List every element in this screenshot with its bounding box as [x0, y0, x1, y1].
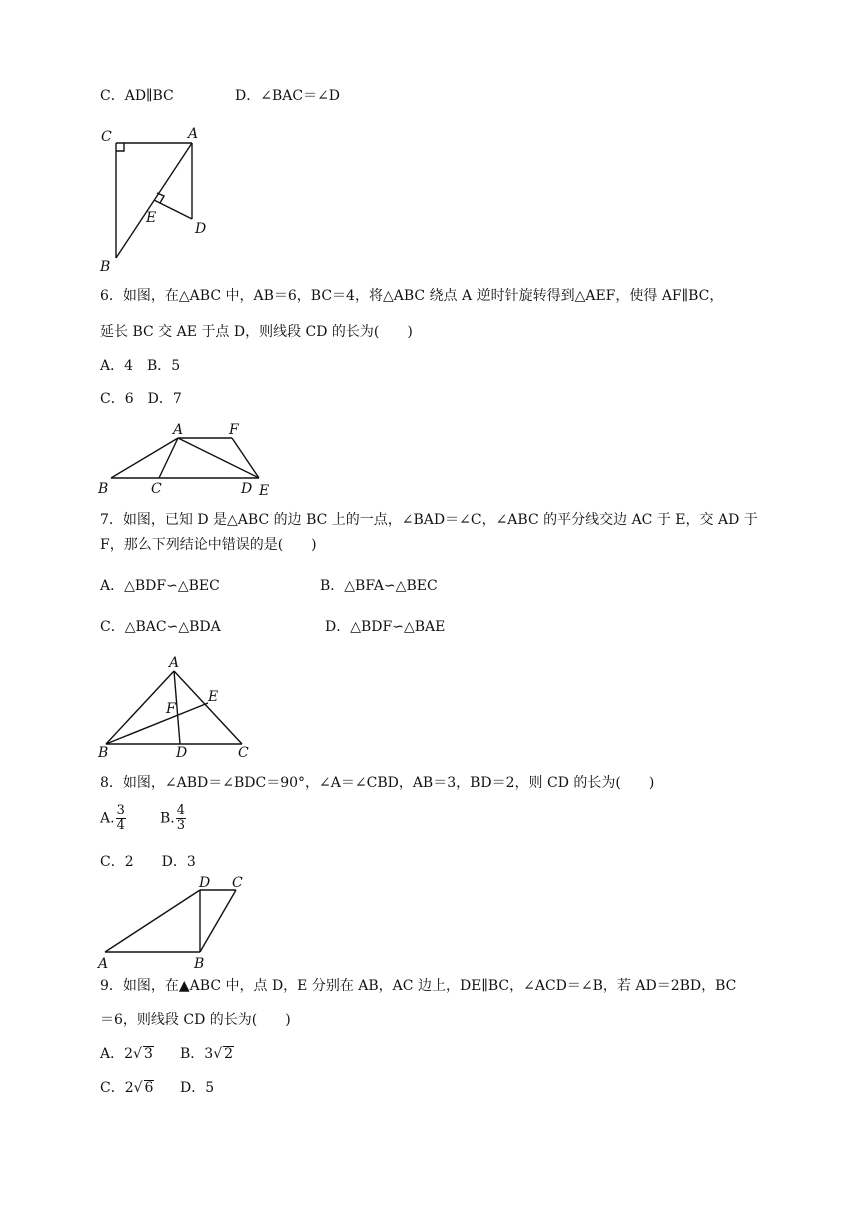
q7-label-e: E	[208, 689, 219, 705]
q9-option-b-radicand: 2	[224, 1046, 234, 1062]
q8-option-b-prefix: B.	[160, 810, 175, 827]
q9-option-c-prefix: C．2	[100, 1080, 134, 1096]
q8-label-b: B	[194, 956, 205, 972]
q8-option-a-denominator: 4	[116, 818, 125, 833]
q7-option-c: C．△BAC∽△BDA	[100, 619, 221, 635]
q9-option-b-prefix: B．3	[180, 1046, 214, 1062]
q7-option-b: B．△BFA∽△BEC	[320, 578, 438, 594]
q5-label-a: A	[188, 126, 199, 142]
q6-label-c: C	[151, 481, 162, 497]
q8-option-b-fraction	[176, 804, 186, 833]
q7-label-b: B	[98, 745, 109, 761]
q7-label-f: F	[166, 701, 176, 717]
q5-label-d: D	[195, 221, 207, 237]
q8-stem-line1: 8．如图，∠ABD＝∠BDC＝90°，∠A＝∠CBD，AB＝3，BD＝2，则 CD 的长为( )	[100, 775, 655, 791]
q9-option-c-radicand: 6	[144, 1080, 154, 1096]
q6-stem-line1: 6．如图，在△ABC 中，AB＝6，BC＝4，将△ABC 绕点 A 逆时针旋转得到△AEF，使得 AF∥BC，	[100, 288, 724, 304]
q8-label-d: D	[199, 875, 211, 891]
q5-label-b: B	[100, 259, 111, 275]
q9-option-b-sqrt-sign: √	[213, 1046, 223, 1062]
q7-label-a: A	[169, 655, 180, 671]
q8-option-a-fraction	[116, 804, 126, 833]
q8-option-b	[160, 804, 186, 833]
q7-option-d: D．△BDF∽△BAE	[325, 619, 446, 635]
q8-option-b-numerator: 4	[176, 803, 186, 818]
q6-label-d: D	[241, 481, 253, 497]
q6-label-a: A	[173, 422, 184, 438]
q7-figure	[96, 655, 261, 760]
q8-option-a	[100, 804, 126, 833]
q5-label-c: C	[101, 129, 112, 145]
q7-stem-line2: F，那么下列结论中错误的是( )	[100, 537, 317, 553]
q9-option-a-radicand: 3	[143, 1046, 153, 1062]
q7-option-a: A．△BDF∽△BEC	[100, 578, 220, 594]
q7-label-d: D	[176, 745, 188, 761]
q9-stem-line1: 9．如图，在▲ABC 中，点 D，E 分别在 AB，AC 边上，DE∥BC，∠ACD＝∠B，若 AD＝2BD，BC	[100, 978, 737, 994]
q6-label-b: B	[98, 481, 109, 497]
q8-label-a: A	[98, 956, 109, 972]
q5-option-c: C．AD∥BC	[100, 88, 174, 104]
q8-option-a-prefix: A.	[100, 810, 115, 827]
q9-option-c	[100, 1079, 154, 1097]
q7-label-c: C	[238, 745, 249, 761]
q9-option-d: D．5	[180, 1080, 215, 1096]
q9-option-b	[180, 1045, 234, 1063]
q9-option-a	[100, 1045, 154, 1063]
q5-option-d: D．∠BAC＝∠D	[235, 88, 341, 104]
q8-options-cd: C．2 D．3	[100, 854, 196, 870]
q9-option-c-sqrt-sign: √	[133, 1080, 143, 1096]
q6-label-e: E	[259, 483, 270, 499]
q7-stem-line1: 7．如图，已知 D 是△ABC 的边 BC 上的一点，∠BAD＝∠C，∠ABC 的平分线交边 AC 于 E，交 AD 于	[100, 512, 758, 528]
q5-figure	[98, 125, 228, 275]
q8-option-a-numerator: 3	[116, 803, 125, 818]
q9-option-a-sqrt-sign: √	[133, 1046, 142, 1062]
q6-stem-line2: 延长 BC 交 AE 于点 D，则线段 CD 的长为( )	[100, 324, 413, 340]
q8-option-b-denominator: 3	[176, 818, 186, 833]
q9-stem-line2: ＝6，则线段 CD 的长为( )	[100, 1012, 291, 1028]
q6-options-ab: A．4 B．5	[100, 358, 181, 374]
q9-option-a-prefix: A．2	[100, 1046, 134, 1062]
q6-options-cd: C．6 D．7	[100, 391, 182, 407]
q6-figure	[98, 420, 283, 500]
q8-figure	[96, 873, 256, 973]
q5-label-e: E	[146, 210, 157, 226]
q6-label-f: F	[229, 422, 239, 438]
q8-label-c: C	[232, 875, 243, 891]
